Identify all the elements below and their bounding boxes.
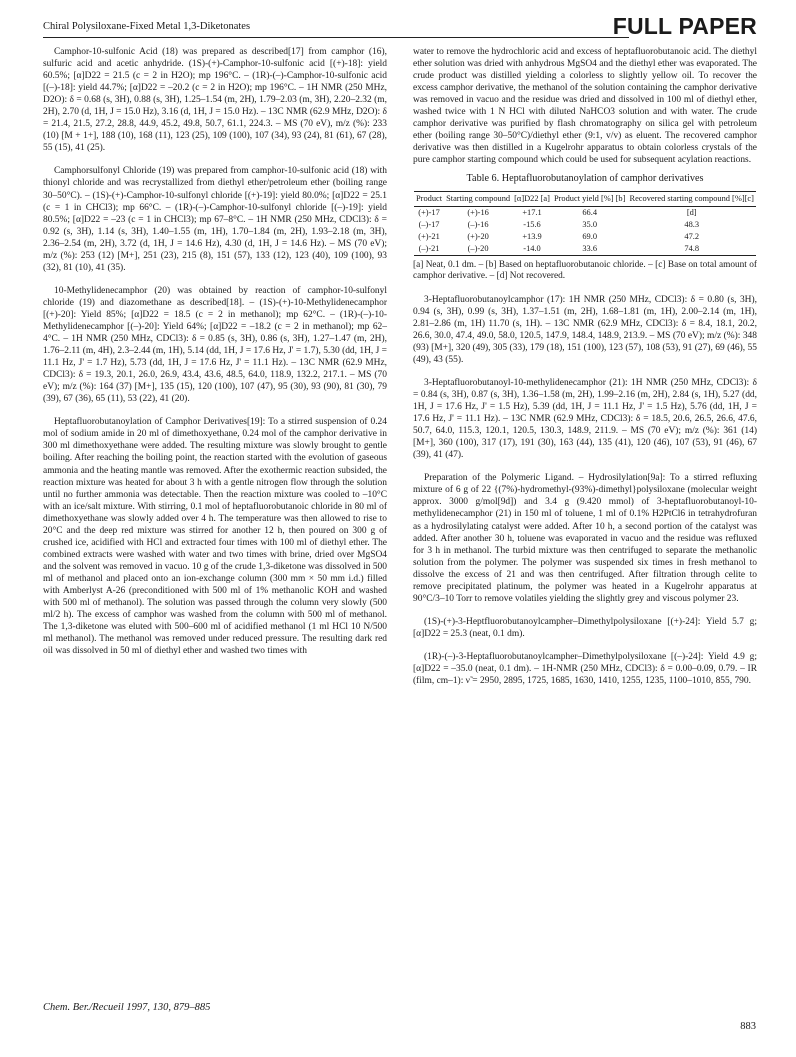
journal-citation: Chem. Ber./Recueil 1997, 130, 879–885 xyxy=(43,1002,211,1013)
table-cell: 47.2 xyxy=(684,231,700,241)
paragraph-camphor-sulfonic-acid: Camphor-10-sulfonic Acid (18) was prepared as described[17] from camphor (16), sulfuric acid and acetic anhydride. (1S)-(+)-Camphor-10-sulfonic acid [(+)-18]: yield 60.5%; [α]D22 = 21.5 (c = 2 in H2O); mp 196°C. – (1R)-(–)-Camphor-10-sulfonic acid [(–)-18]: yield 44.7%; [α]D22 = –20.2 (c = 2 in H2O); mp 196°C. – 1H NMR (250 MHz, D2O): δ = 0.68 (s, 3H), 0.88 (s, 3H), 1.25–1.54 (m, 2H), 1.79–2.03 (m, 3H), 2.20–2.32 (m, 2H), 2.70 (d, 1H, J = 15.0 Hz), 3.16 (d, 1H, J = 15.0 Hz). – 13C NMR (62.9 MHz, D2O): δ = 21.4, 21.5, 27.2, 28.8, 44.9, 45.2, 49.8, 50.7, 61.1, 224.3. – MS (70 eV), m/z (%): 233 (10) [M + 1+], 188 (10), 168 (11), 123 (25), 109 (100), 107 (34), 93 (24), 81 (61), 67 (28), 55 (15), 41 (25). xyxy=(43,47,387,154)
table-row xyxy=(414,231,756,243)
table-cell: 74.8 xyxy=(684,243,700,253)
section-label: FULL PAPER xyxy=(612,13,757,39)
table-cell: (–)-21 xyxy=(418,243,440,253)
table-header-cell: Recovered starting compound [%][c] xyxy=(629,193,754,203)
table-cell: (–)-16 xyxy=(467,219,489,229)
table-header-cell: Starting compound xyxy=(446,193,511,203)
table-cell: (+)-17 xyxy=(418,207,440,217)
paragraph-compound-21: 3-Heptafluorobutanoyl-10-methylidenecamphor (21): 1H NMR (250 MHz, CDCl3): δ = 0.84 (s, 3H), 0.87 (s, 3H), 1.36–1.58 (m, 2H), 1.99–2.16 (m, 2H), 2.84 (s, 1H), 5.27 (dd, 1H, J = 17.6 Hz, J' = 1.5 Hz), 5.39 (dd, 1H, J = 11.1 Hz, J' = 1.5 Hz), 5.76 (dd, 1H, J = 17.6 Hz, J' = 11.1 Hz). – 13C NMR (62.9 MHz, CDCl3): δ = 18.5, 20.6, 26.5, 26.6, 47.6, 50.7, 64.0, 115.3, 120.1, 120.5, 130.3, 148.9, 211.9. – MS (70 eV); m/z (%): 361 (14) [M+], 360 (100), 317 (17), 191 (30), 163 (44), 135 (41), 120 (46), 107 (53), 91 (46), 67 (39), 41 (47). xyxy=(413,377,757,461)
table-cell: 33.6 xyxy=(582,243,597,253)
right-column xyxy=(413,46,757,687)
table-cell: +13.9 xyxy=(522,231,542,241)
table-header-cell: [α]D22 [a] xyxy=(514,193,550,203)
table-cell: [d] xyxy=(686,207,697,217)
table-cell: -14.0 xyxy=(523,243,541,253)
table-footnotes: [a] Neat, 0.1 dm. – [b] Based on heptafluorobutanoic chloride. – [c] Base on total amount of camphor derivative. – [d] Not recovered. xyxy=(413,259,757,282)
table-header-row xyxy=(414,191,756,206)
running-header xyxy=(43,12,757,42)
results-table xyxy=(414,191,756,256)
table-cell: (–)-20 xyxy=(467,243,489,253)
paragraph-compound-17: 3-Heptafluorobutanoylcamphor (17): 1H NMR (250 MHz, CDCl3): δ = 0.80 (s, 3H), 0.94 (s, 3H), 0.99 (s, 3H), 1.37–1.51 (m, 2H), 1.68–1.81 (m, 1H), 2.00–2.14 (m, 1H), 2.81–2.86 (m, 1H) 11.70 (s, 1H). – 13C NMR (62.9 MHz, CDCl3): δ = 8.4, 18.1, 20.2, 26.6, 30.0, 47.4, 49.0, 58.0, 120.5, 147.9, 148.4, 148.9, 213.9. – MS (70 eV); m/z (%): 348 (93) [M+], 320 (49), 305 (33), 179 (18), 151 (100), 123 (57), 108 (53), 91 (27), 69 (46), 55 (49), 43 (55). xyxy=(413,294,757,365)
paragraph-continuation: water to remove the hydrochloric acid and excess of heptafluorobutanoic acid. The diethyl ether solution was dried with anhydrous MgSO4 and the diethyl ether was evaporated. The crude product was distilled yielding a colorless to slightly yellow oil. To recover the excess camphor derivative, the methanol of the solution containing the camphor derivative was removed in vacuo and the residue was dried and dissolved in 100 ml of diethyl ether, washed twice with 1 N HCl with diluted NaHCO3 solution and with water. The crude camphor derivative was purified by flash chromatography on silica gel with petroleum ether (boiling range 30–50°C)/diethyl ether (9:1, v/v) as eluent. The recovered camphor derivative was then distilled in a Kugelrohr apparatus to obtain colorless crystals of the pure camphor starting compound which could be used for subsequent acylation reactions. xyxy=(413,47,757,166)
table-cell: (+)-20 xyxy=(467,231,489,241)
table-cell: (+)-21 xyxy=(418,231,440,241)
table-header-cell: Product yield [%] [b] xyxy=(553,193,626,203)
table-cell: -15.6 xyxy=(523,219,541,229)
table-cell: +17.1 xyxy=(522,207,542,217)
table-row xyxy=(414,219,756,231)
table-cell: (–)-17 xyxy=(418,219,440,229)
page-number: 883 xyxy=(740,1021,756,1032)
running-title: Chiral Polysiloxane-Fixed Metal 1,3-Diketonates xyxy=(43,21,251,32)
header-rule xyxy=(43,37,629,38)
table-cell: (+)-16 xyxy=(467,207,489,217)
table-cell: 69.0 xyxy=(582,231,597,241)
paragraph-heptafluorobutanoylation: Heptafluorobutanoylation of Camphor Derivatives[19]: To a stirred suspension of 0.24 mol of sodium amide in 20 ml of dimethoxyethane, 0.24 mol of the camphor derivative in 300 ml dimethoxyethane were added. The resulting mixture was slowly brought to gentle boiling. After reaching the boiling point, the reaction started with the evolution of gaseous ammonia and the heating mantle was removed. After the exothermic reaction subsided, the reaction mixture was heated for about 3 h with a gentle nitrogen flow through the solution until no further ammonia was detectable. Then the reaction mixture was cooled to –10°C with an ice/salt mixture. With stirring, 0.1 mol of heptafluorobutanoic chloride in 80 ml of dimethoxyethane was slowly added over 4 h. The temperature was then allowed to rise to 20°C and the deep red mixture was stirred for another 12 h, then poured on 300 g of crushed ice, acidified with HCl and extracted four times with 100 ml of diethyl ether. The combined extracts were washed with water and two times with brine, dried over MgSO4 and the solvent was removed in vacuo. 10 g of the crude 1,3-diketone was dissolved in 500 ml of methanol and placed onto an ion-exchange column (300 mm × 50 mm i.d.) filled with Amberlyst A-26 (preconditioned with 500 ml of 1% methanolic KOH and washed with 500 ml of methanol). The solution was passed through the column very slowly (500 ml/2 h). The excess of camphor was washed from the column with 500 ml of methanol. The 1,3-diketone was eluted with 500–600 ml of acidified methanol (1 ml HCl 10 N/500 ml methanol). The methanol was removed under reduced pressure. The resulting dark red oil was dissolved in 50 ml of diethyl ether and washed two times with xyxy=(43,417,387,657)
paragraph-plus-24: (1S)-(+)-3-Heptfluorobutanoylcampher–Dimethylpolysiloxane [(+)-24]: Yield 5.7 g; [α]D22 = 25.3 (neat, 0.1 dm). xyxy=(413,616,757,639)
table-cell: 66.4 xyxy=(582,207,597,217)
table-cell: 35.0 xyxy=(582,219,597,229)
left-column xyxy=(43,46,387,657)
paragraph-camphorsulfonyl-chloride: Camphorsulfonyl Chloride (19) was prepared from camphor-10-sulfonic acid (18) with thionyl chloride and was recrystallized from diethyl ether/petroleum ether (boiling range 30–50°C). – (1S)-(+)-Camphor-10-sulfonyl chloride [(+)-19]: yield 80.0%; [α]D22 = 25.1 (c = 1 in CHCl3); mp 66°C. – (1R)-(–)-Camphor-10-sulfonyl chloride [(–)-19]: yield 80.5%; [α]D22 = –23 (c = 1 in CHCl3); mp 67–8°C. – 1H NMR (250 MHz, CDCl3): δ = 0.92 (s, 3H), 1.14 (s, 3H), 1.40–1.55 (m, 1H), 1.70–1.84 (m, 2H), 1.93–2.18 (m, 3H), 2.36–2.54 (m, 2H), 3.72 (d, 1H, J = 14.6 Hz), 4.30 (d, 1H, J = 14.6 Hz). – MS (70 eV); m/z (%): 253 (12) [M+], 251 (23), 215 (8), 151 (57), 133 (12), 123 (40), 109 (100), 93 (32), 81 (10), 41 (35). xyxy=(43,166,387,273)
paragraph-methylidenecamphor: 10-Methylidenecamphor (20) was obtained by reaction of camphor-10-sulfonyl chloride (19) and diazomethane as described[18]. – (1S)-(+)-10-Methylidenecamphor [(+)-20]: Yield 85%; [α]D22 = 18.5 (c = 2 in methanol); mp 62°C. – (1R)-(–)-10-Methylidenecamphor [(–)-20]: Yield 64%; [α]D22 = –18.2 (c = 2 in methanol); mp 62–4°C. – 1H NMR (250 MHz, CDCl3): δ = 0.85 (s, 3H), 0.86 (s, 3H), 1.27–1.47 (m, 2H), 1.76–2.11 (m, 4H), 2.3–2.44 (m, 1H), 5.14 (dd, 1H, J = 17.6 Hz, J' = 1.7), 5.30 (dd, 1H, J = 11.1 Hz, J' = 1.7 Hz), 5.73 (dd, 1H, J = 17.6 Hz, J' = 11.1 Hz). – 13C NMR (62.9 MHz, CDCl3): δ = 19.3, 20.1, 26.0, 26.9, 43.4, 43.6, 48.5, 64.0, 118.9, 132.2, 217.1. – MS (70 eV); m/z (%): 164 (37) [M+], 135 (15), 120 (100), 107 (47), 95 (30), 93 (90), 81 (30), 79 (39), 67 (36), 65 (11), 53 (22), 41 (20). xyxy=(43,285,387,405)
table-cell: 48.3 xyxy=(684,219,700,229)
table-row xyxy=(414,206,756,219)
table-row xyxy=(414,243,756,256)
table-caption: Table 6. Heptafluorobutanoylation of camphor derivatives xyxy=(466,173,704,185)
paragraph-minus-24: (1R)-(–)-3-Heptafluorobutanoylcampher–Dimethylpolysiloxane [(–)-24]: Yield 4.9 g; [α]D22 = –35.0 (neat, 0.1 dm). – 1H-NMR (250 MHz, CDCl3): δ = 0.00–0.09, 0.79. – IR (film, cm–1): ν̃ = 2950, 2895, 1725, 1685, 1630, 1410, 1255, 1235, 1100–1010, 855, 790. xyxy=(413,651,757,687)
paragraph-polymeric-ligand: Preparation of the Polymeric Ligand. – Hydrosilylation[9a]: To a stirred refluxing mixture of 6 g of 22 {(7%)-hydromethyl-(93%)-dimethyl}polysiloxane (molecular weight approx. 3000 g/mol[9d]) and 3.4 g (9.420 mmol) of 3-heptafluorobutanoyl-10-methylidenecamphor (21) in 150 ml of toluene, 1 ml of 0.1% H2PtCl6 in tetrahydrofuran as a hydrosilylating catalyst were added. After 10 h, a second portion of the catalyst was added. After another 30 h, toluene was evaporated in vacuo and the residue was refluxed for 3 h in methanol. The turbid mixture was then centrifuged to separate the methanolic solution from the polymer. The polymer was suspended six times in fresh methanol to dissolve the excess of 21 and was then centrifuged. After filtration through celite to remove precipitated platinum, the polymer was heated in a Kugelrohr apparatus at 90°C/3–10 Torr to remove volatiles yielding the slightly grey and viscous polymer 23. xyxy=(413,473,757,604)
table-header-cell: Product xyxy=(416,193,443,203)
